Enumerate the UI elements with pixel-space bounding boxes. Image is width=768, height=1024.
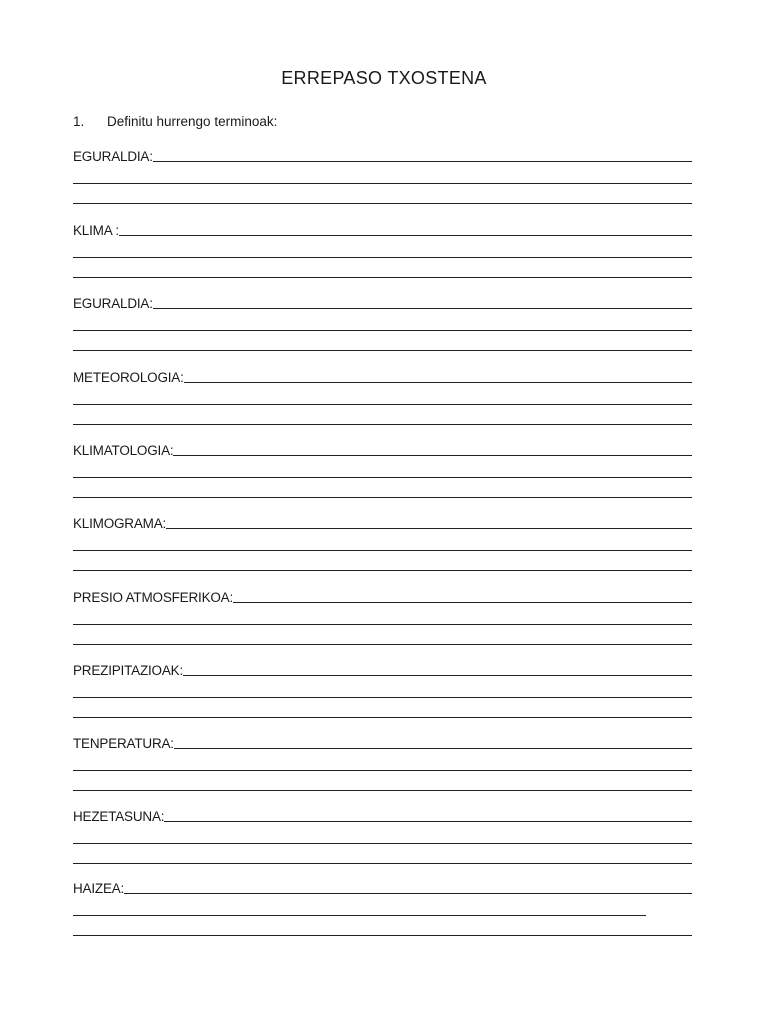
answer-line[interactable]	[73, 863, 692, 864]
term-eguraldia-2	[73, 295, 692, 351]
answer-line[interactable]	[73, 790, 692, 791]
answer-line[interactable]	[73, 644, 692, 645]
term-label: PRESIO ATMOSFERIKOA:	[73, 590, 234, 605]
answer-line[interactable]	[73, 477, 692, 478]
answer-line[interactable]	[73, 843, 692, 844]
term-tenperatura	[73, 735, 692, 791]
term-meteorologia	[73, 369, 692, 425]
term-klimograma	[73, 515, 692, 571]
term-label: HEZETASUNA:	[73, 809, 165, 824]
answer-line[interactable]	[73, 717, 692, 718]
term-klima	[73, 222, 692, 278]
term-haizea	[73, 880, 692, 936]
answer-line[interactable]	[183, 675, 692, 676]
term-prezipitazioak	[73, 662, 692, 718]
answer-line[interactable]	[166, 528, 692, 529]
answer-line[interactable]	[73, 404, 692, 405]
answer-line[interactable]	[233, 602, 692, 603]
answer-line[interactable]	[73, 697, 692, 698]
document-title: ERREPASO TXOSTENA	[281, 68, 487, 88]
answer-line[interactable]	[124, 893, 692, 894]
answer-line[interactable]	[153, 161, 692, 162]
answer-line[interactable]	[73, 550, 692, 551]
answer-line[interactable]	[184, 382, 692, 383]
answer-line[interactable]	[164, 821, 692, 822]
term-label: KLIMA :	[73, 223, 119, 238]
answer-line[interactable]	[73, 277, 692, 278]
term-label: KLIMOGRAMA:	[73, 516, 167, 531]
term-label: TENPERATURA:	[73, 736, 174, 751]
term-hezetasuna	[73, 808, 692, 864]
answer-line[interactable]	[153, 308, 692, 309]
answer-line[interactable]	[73, 497, 692, 498]
term-label: KLIMATOLOGIA:	[73, 443, 174, 458]
answer-line[interactable]	[73, 770, 692, 771]
answer-line[interactable]	[73, 330, 692, 331]
answer-line[interactable]	[73, 257, 692, 258]
instruction-number: 1.	[73, 114, 85, 129]
term-label: HAIZEA:	[73, 881, 125, 896]
answer-line[interactable]	[73, 203, 692, 204]
term-label: EGURALDIA:	[73, 149, 153, 164]
instruction-text: Definitu hurrengo terminoak:	[107, 114, 278, 129]
term-label: EGURALDIA:	[73, 296, 153, 311]
answer-line[interactable]	[173, 455, 692, 456]
term-label: METEOROLOGIA:	[73, 370, 184, 385]
answer-line[interactable]	[174, 748, 692, 749]
answer-line[interactable]	[119, 235, 692, 236]
answer-line[interactable]	[73, 183, 692, 184]
answer-line[interactable]	[73, 424, 692, 425]
term-klimatologia	[73, 442, 692, 498]
term-presio-atmosferikoa	[73, 589, 692, 645]
answer-line[interactable]	[73, 624, 692, 625]
answer-line[interactable]	[73, 350, 692, 351]
answer-line[interactable]	[73, 570, 692, 571]
instruction	[73, 114, 277, 129]
term-label: PREZIPITAZIOAK:	[73, 663, 184, 678]
answer-line[interactable]	[73, 915, 646, 916]
term-eguraldia	[73, 148, 692, 204]
answer-line[interactable]	[73, 935, 692, 936]
